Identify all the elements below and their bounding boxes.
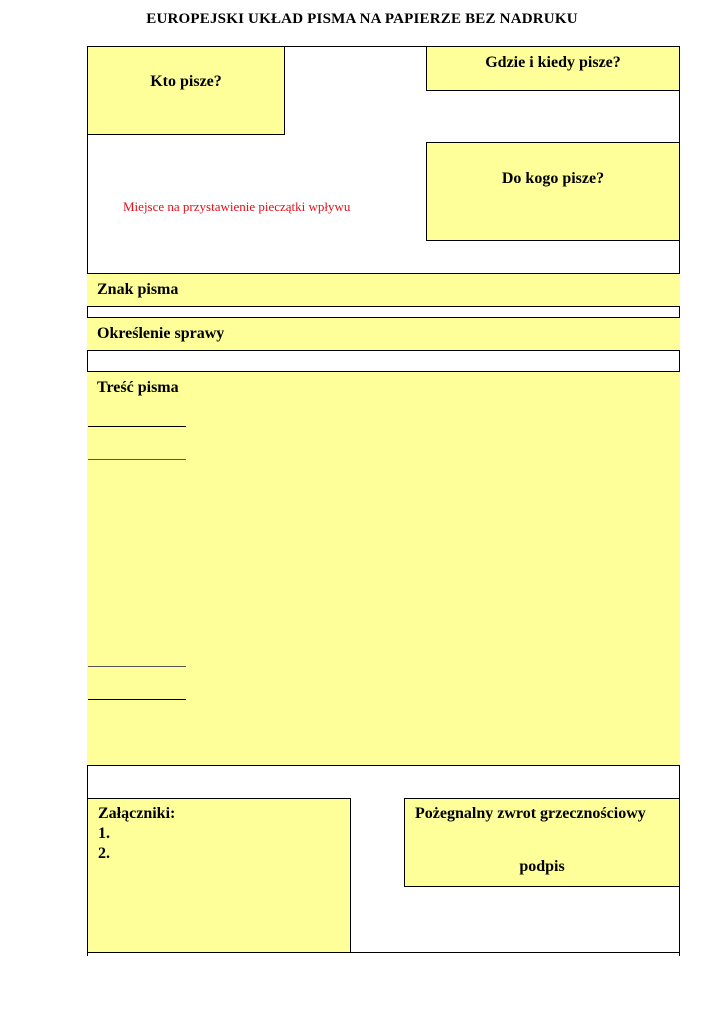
reference-row	[87, 273, 680, 307]
attachments-box	[87, 798, 351, 953]
attachments-label: Załączniki:	[98, 805, 176, 822]
body-label: Treść pisma	[97, 379, 179, 396]
body-line-3	[88, 666, 186, 667]
attachment-item-2: 2.	[98, 845, 110, 862]
recipient-box	[426, 142, 680, 241]
page-title: EUROPEJSKI UKŁAD PISMA NA PAPIERZE BEZ NADRUKU	[146, 11, 578, 27]
frame-bottom-line	[87, 952, 680, 953]
subject-label: Określenie sprawy	[97, 325, 225, 342]
recipient-label: Do kogo pisze?	[501, 170, 605, 187]
subject-row	[87, 317, 680, 351]
closing-box	[404, 798, 680, 887]
sender-box	[87, 46, 285, 135]
attachment-item-1: 1.	[98, 825, 110, 842]
place-date-box	[426, 46, 680, 91]
signature-label: podpis	[519, 858, 565, 875]
closing-label: Pożegnalny zwrot grzecznościowy	[415, 805, 646, 822]
body-line-4	[88, 699, 186, 700]
body-line-1	[88, 426, 186, 427]
body-line-2	[88, 459, 186, 460]
stamp-place-note: Miejsce na przystawienie pieczątki wpływu	[123, 199, 351, 214]
place-date-label: Gdzie i kiedy pisze?	[485, 54, 621, 71]
body-area	[87, 371, 680, 766]
sender-label: Kto pisze?	[150, 73, 222, 90]
reference-label: Znak pisma	[97, 281, 179, 298]
